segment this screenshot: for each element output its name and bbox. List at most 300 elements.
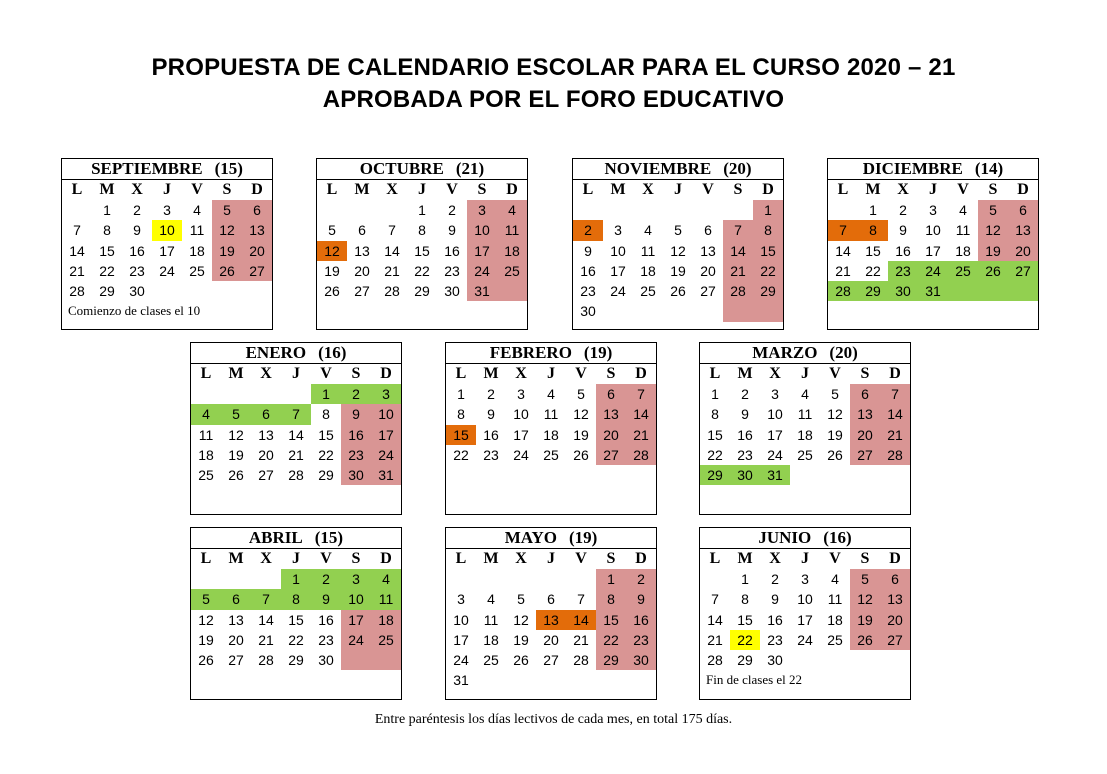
- month-header: [828, 159, 1038, 180]
- day-cell: 3: [371, 384, 401, 404]
- weekday-header: X: [515, 365, 527, 382]
- day-cell: 16: [341, 425, 371, 445]
- day-cell: 29: [858, 281, 888, 301]
- day-cell: 4: [801, 386, 809, 402]
- weekday-header: L: [709, 365, 721, 382]
- day-cell: 8: [858, 220, 888, 240]
- empty-cell: [850, 650, 880, 670]
- day-cell: 14: [288, 426, 304, 443]
- empty-cell: [212, 281, 242, 301]
- month-febrero: [445, 342, 657, 515]
- day-cell: 21: [707, 631, 723, 648]
- day-cell: 3: [457, 591, 465, 608]
- day-cell: 5: [978, 200, 1008, 220]
- day-cell: 7: [723, 220, 753, 240]
- weekday-header: L: [837, 181, 849, 198]
- day-cell: 23: [626, 630, 656, 650]
- weekday-header: X: [897, 181, 909, 198]
- day-cell: 1: [869, 202, 877, 218]
- day-cell: 20: [354, 262, 370, 279]
- weekday-header: V: [957, 181, 969, 198]
- day-cell: 14: [880, 404, 910, 424]
- day-cell: 15: [865, 242, 881, 259]
- day-cell: 11: [955, 222, 971, 239]
- day-cell: 5: [328, 222, 336, 239]
- day-cell: 20: [880, 610, 910, 630]
- day-cell: 6: [221, 589, 251, 609]
- day-cell: 28: [880, 445, 910, 465]
- day-cell: 17: [610, 262, 626, 279]
- day-cell: 18: [198, 446, 214, 463]
- day-cell: 3: [517, 386, 525, 402]
- empty-cell: [152, 281, 182, 301]
- day-cell: 18: [955, 242, 971, 259]
- day-cell: 12: [850, 589, 880, 609]
- month-name: SEPTIEMBRE: [91, 159, 203, 178]
- day-cell: 19: [850, 610, 880, 630]
- day-cell: 4: [644, 222, 652, 239]
- day-cell: 3: [801, 571, 809, 587]
- day-cell: 25: [483, 652, 499, 669]
- day-cell: 25: [371, 630, 401, 650]
- day-cell: 11: [797, 406, 813, 423]
- weekday-header: V: [702, 181, 714, 198]
- day-cell: 17: [467, 241, 497, 261]
- empty-cell: [790, 465, 820, 485]
- day-cell: 2: [311, 569, 341, 589]
- weekday-header: V: [320, 550, 332, 567]
- day-cell: 22: [707, 446, 723, 463]
- day-cell: 3: [771, 386, 779, 402]
- weekday-header: L: [200, 550, 212, 567]
- weekday-header: J: [547, 550, 555, 567]
- day-cell: 12: [978, 220, 1008, 240]
- day-cell: 21: [69, 262, 85, 279]
- weekday-header: J: [929, 181, 937, 198]
- empty-cell: [182, 281, 212, 301]
- day-cell: 30: [626, 650, 656, 670]
- weekday-header: L: [326, 181, 338, 198]
- day-cell: 15: [737, 611, 753, 628]
- day-cell: 21: [384, 262, 400, 279]
- empty-cell: [828, 200, 858, 220]
- day-cell: 25: [189, 262, 205, 279]
- day-cell: 25: [827, 631, 843, 648]
- day-cell: 16: [580, 262, 596, 279]
- day-cell: 6: [547, 591, 555, 608]
- day-cell: 11: [483, 611, 499, 628]
- day-cell: 17: [453, 631, 469, 648]
- day-cell: 26: [228, 467, 244, 484]
- month-grid: [62, 180, 272, 301]
- day-cell: 9: [311, 589, 341, 609]
- day-cell: 23: [483, 446, 499, 463]
- day-cell: 28: [828, 281, 858, 301]
- day-cell: 15: [318, 426, 334, 443]
- day-cell: 9: [899, 222, 907, 239]
- month-header: [317, 159, 527, 180]
- day-cell: 19: [573, 426, 589, 443]
- month-header: [700, 528, 910, 549]
- month-name: JUNIO: [758, 528, 812, 547]
- empty-cell: [978, 281, 1008, 301]
- day-cell: 19: [212, 241, 242, 261]
- day-cell: 22: [865, 262, 881, 279]
- day-cell: 12: [827, 406, 843, 423]
- weekday-header: L: [582, 181, 594, 198]
- weekday-header: X: [642, 181, 654, 198]
- month-grid: [446, 364, 656, 465]
- day-cell: 30: [730, 465, 760, 485]
- day-cell: 20: [1008, 241, 1038, 261]
- day-cell: 13: [242, 220, 272, 240]
- day-cell: 2: [899, 202, 907, 218]
- page-title: PROPUESTA DE CALENDARIO ESCOLAR PARA EL CURSO 2020 – 21: [151, 54, 956, 81]
- month-septiembre: [61, 158, 273, 330]
- day-cell: 4: [191, 404, 221, 424]
- weekday-header: S: [222, 181, 232, 198]
- day-cell: 19: [978, 241, 1008, 261]
- day-cell: 27: [880, 630, 910, 650]
- empty-cell: [693, 301, 723, 321]
- empty-cell: [536, 670, 566, 690]
- day-cell: 3: [929, 202, 937, 218]
- empty-cell: [603, 301, 633, 321]
- day-cell: 2: [133, 202, 141, 218]
- empty-cell: [1008, 281, 1038, 301]
- weekday-header: M: [483, 550, 499, 567]
- day-cell: 22: [730, 630, 760, 650]
- day-cell: 12: [573, 406, 589, 423]
- empty-cell: [476, 569, 506, 589]
- day-cell: 15: [99, 242, 115, 259]
- day-cell: 9: [771, 591, 779, 608]
- day-cell: 10: [610, 242, 626, 259]
- day-cell: 7: [281, 404, 311, 424]
- day-cell: 25: [797, 446, 813, 463]
- weekday-header: J: [292, 550, 300, 567]
- empty-cell: [820, 650, 850, 670]
- month-grid: [191, 549, 401, 670]
- day-cell: 16: [444, 242, 460, 259]
- weekday-header: D: [635, 365, 647, 382]
- empty-cell: [880, 465, 910, 485]
- day-cell: 29: [596, 650, 626, 670]
- empty-cell: [497, 281, 527, 301]
- day-cell: 23: [888, 261, 918, 281]
- day-cell: 27: [258, 467, 274, 484]
- day-cell: 15: [753, 241, 783, 261]
- month-name: OCTUBRE: [359, 159, 444, 178]
- empty-cell: [566, 670, 596, 690]
- day-cell: 23: [444, 262, 460, 279]
- month-enero: [190, 342, 402, 515]
- day-cell: 30: [444, 283, 460, 300]
- day-cell: 17: [371, 425, 401, 445]
- day-cell: 25: [497, 261, 527, 281]
- day-cell: 31: [467, 281, 497, 301]
- day-cell: 13: [700, 242, 716, 259]
- weekday-header: J: [801, 550, 809, 567]
- day-cell: 8: [741, 591, 749, 608]
- day-cell: 18: [189, 242, 205, 259]
- empty-cell: [790, 650, 820, 670]
- month-lective-count: (16): [823, 528, 852, 547]
- weekday-header: J: [292, 365, 300, 382]
- empty-cell: [536, 569, 566, 589]
- page-subtitle: APROBADA POR EL FORO EDUCATIVO: [322, 86, 785, 113]
- month-note: Comienzo de clases el 10: [68, 303, 201, 319]
- day-cell: 6: [880, 569, 910, 589]
- weekday-header: M: [610, 181, 626, 198]
- day-cell: 18: [797, 426, 813, 443]
- empty-cell: [347, 200, 377, 220]
- day-cell: 20: [242, 241, 272, 261]
- weekday-header: D: [380, 365, 392, 382]
- day-cell: 7: [73, 222, 81, 239]
- weekday-header: S: [733, 181, 743, 198]
- month-header: [191, 528, 401, 549]
- month-grid: [700, 364, 910, 485]
- day-cell: 8: [711, 406, 719, 423]
- day-cell: 22: [99, 262, 115, 279]
- weekday-header: M: [228, 550, 244, 567]
- day-cell: 10: [797, 591, 813, 608]
- day-cell: 4: [831, 571, 839, 587]
- day-cell: 8: [281, 589, 311, 609]
- empty-cell: [566, 569, 596, 589]
- day-cell: 2: [573, 220, 603, 240]
- day-cell: 26: [212, 261, 242, 281]
- day-cell: 4: [497, 200, 527, 220]
- weekday-header: V: [829, 365, 841, 382]
- empty-cell: [700, 569, 730, 589]
- month-name: MARZO: [752, 343, 818, 362]
- day-cell: 6: [850, 384, 880, 404]
- weekday-header: D: [251, 181, 263, 198]
- day-cell: 17: [925, 242, 941, 259]
- day-cell: 16: [483, 426, 499, 443]
- weekday-header: V: [575, 550, 587, 567]
- weekday-header: M: [228, 365, 244, 382]
- day-cell: 27: [596, 445, 626, 465]
- day-cell: 22: [318, 446, 334, 463]
- empty-cell: [476, 670, 506, 690]
- day-cell: 22: [596, 630, 626, 650]
- empty-cell: [341, 650, 371, 670]
- day-cell: 20: [258, 446, 274, 463]
- month-diciembre: [827, 158, 1039, 330]
- day-cell: 7: [626, 384, 656, 404]
- day-cell: 2: [448, 202, 456, 218]
- empty-cell: [850, 465, 880, 485]
- empty-cell: [251, 384, 281, 404]
- weekday-header: S: [988, 181, 998, 198]
- day-cell: 1: [418, 202, 426, 218]
- day-cell: 5: [850, 569, 880, 589]
- day-cell: 11: [640, 242, 656, 259]
- day-cell: 28: [384, 283, 400, 300]
- weekday-header: M: [865, 181, 881, 198]
- weekday-header: D: [889, 365, 901, 382]
- empty-cell: [723, 200, 753, 220]
- day-cell: 29: [414, 283, 430, 300]
- day-cell: 21: [880, 425, 910, 445]
- day-cell: 1: [457, 386, 465, 402]
- day-cell: 26: [850, 630, 880, 650]
- day-cell: 24: [918, 261, 948, 281]
- day-cell: 2: [741, 386, 749, 402]
- day-cell: 9: [626, 589, 656, 609]
- month-octubre: [316, 158, 528, 330]
- month-name: ABRIL: [248, 528, 303, 547]
- day-cell: 11: [497, 220, 527, 240]
- empty-cell: [880, 650, 910, 670]
- day-cell: 28: [69, 283, 85, 300]
- day-cell: 28: [626, 445, 656, 465]
- day-cell: 24: [513, 446, 529, 463]
- day-cell: 23: [580, 283, 596, 300]
- day-cell: 29: [700, 465, 730, 485]
- month-lective-count: (19): [568, 528, 598, 547]
- day-cell: 11: [371, 589, 401, 609]
- day-cell: 6: [251, 404, 281, 424]
- weekday-header: V: [191, 181, 203, 198]
- day-cell: 31: [760, 465, 790, 485]
- empty-cell: [820, 465, 850, 485]
- day-cell: 4: [371, 569, 401, 589]
- month-lective-count: (20): [829, 343, 858, 362]
- day-cell: 24: [371, 445, 401, 465]
- day-cell: 4: [547, 386, 555, 402]
- day-cell: 25: [543, 446, 559, 463]
- day-cell: 3: [614, 222, 622, 239]
- month-name: NOVIEMBRE: [604, 159, 712, 178]
- day-cell: 15: [288, 611, 304, 628]
- month-lective-count: (21): [455, 159, 485, 178]
- day-cell: 1: [596, 569, 626, 589]
- day-cell: 24: [453, 652, 469, 669]
- weekday-header: M: [99, 181, 115, 198]
- weekday-header: J: [163, 181, 171, 198]
- month-marzo: [699, 342, 911, 515]
- day-cell: 12: [228, 426, 244, 443]
- weekday-header: J: [674, 181, 682, 198]
- day-cell: 21: [835, 262, 851, 279]
- day-cell: 3: [341, 569, 371, 589]
- day-cell: 31: [918, 281, 948, 301]
- day-cell: 23: [767, 631, 783, 648]
- day-cell: 5: [674, 222, 682, 239]
- day-cell: 26: [198, 652, 214, 669]
- empty-cell: [948, 281, 978, 301]
- day-cell: 16: [737, 426, 753, 443]
- day-cell: 1: [103, 202, 111, 218]
- day-cell: 17: [341, 610, 371, 630]
- day-cell: 10: [467, 220, 497, 240]
- day-cell: 8: [753, 220, 783, 240]
- day-cell: 13: [850, 404, 880, 424]
- month-header: [700, 343, 910, 364]
- weekday-header: V: [575, 365, 587, 382]
- day-cell: 6: [596, 384, 626, 404]
- empty-cell: [317, 200, 347, 220]
- day-cell: 26: [827, 446, 843, 463]
- weekday-header: V: [320, 365, 332, 382]
- day-cell: 29: [753, 281, 783, 301]
- month-header: [446, 343, 656, 364]
- day-cell: 13: [1008, 220, 1038, 240]
- weekday-header: D: [635, 550, 647, 567]
- weekday-header: D: [1017, 181, 1029, 198]
- day-cell: 15: [446, 425, 476, 445]
- day-cell: 19: [198, 631, 214, 648]
- day-cell: 2: [341, 384, 371, 404]
- day-cell: 10: [453, 611, 469, 628]
- weekday-header: D: [889, 550, 901, 567]
- day-cell: 26: [670, 283, 686, 300]
- day-cell: 19: [513, 631, 529, 648]
- day-cell: 27: [354, 283, 370, 300]
- day-cell: 30: [767, 652, 783, 669]
- day-cell: 6: [1008, 200, 1038, 220]
- day-cell: 1: [281, 569, 311, 589]
- weekday-header: X: [515, 550, 527, 567]
- day-cell: 31: [453, 672, 469, 689]
- day-cell: 29: [318, 467, 334, 484]
- day-cell: 10: [152, 220, 182, 240]
- empty-cell: [281, 384, 311, 404]
- day-cell: 13: [354, 242, 370, 259]
- day-cell: 9: [448, 222, 456, 239]
- month-name: MAYO: [504, 528, 557, 547]
- month-lective-count: (20): [723, 159, 752, 178]
- empty-cell: [663, 200, 693, 220]
- day-cell: 13: [228, 611, 244, 628]
- day-cell: 19: [670, 262, 686, 279]
- day-cell: 5: [221, 404, 251, 424]
- day-cell: 7: [880, 384, 910, 404]
- weekday-header: X: [769, 550, 781, 567]
- day-cell: 26: [573, 446, 589, 463]
- month-junio: [699, 527, 911, 700]
- day-cell: 12: [198, 611, 214, 628]
- empty-cell: [62, 200, 92, 220]
- day-cell: 9: [487, 406, 495, 423]
- day-cell: 26: [513, 652, 529, 669]
- day-cell: 2: [626, 569, 656, 589]
- month-header: [191, 343, 401, 364]
- weekday-header: M: [483, 365, 499, 382]
- day-cell: 9: [584, 242, 592, 259]
- day-cell: 22: [753, 261, 783, 281]
- day-cell: 8: [103, 222, 111, 239]
- month-lective-count: (16): [318, 343, 347, 362]
- day-cell: 5: [212, 200, 242, 220]
- day-cell: 11: [198, 426, 214, 443]
- day-cell: 28: [723, 281, 753, 301]
- day-cell: 21: [723, 261, 753, 281]
- day-cell: 6: [358, 222, 366, 239]
- empty-cell: [377, 200, 407, 220]
- day-cell: 20: [850, 425, 880, 445]
- day-cell: 24: [341, 630, 371, 650]
- day-cell: 16: [895, 242, 911, 259]
- day-cell: 22: [288, 631, 304, 648]
- day-cell: 9: [341, 404, 371, 424]
- day-cell: 3: [467, 200, 497, 220]
- day-cell: 5: [831, 386, 839, 402]
